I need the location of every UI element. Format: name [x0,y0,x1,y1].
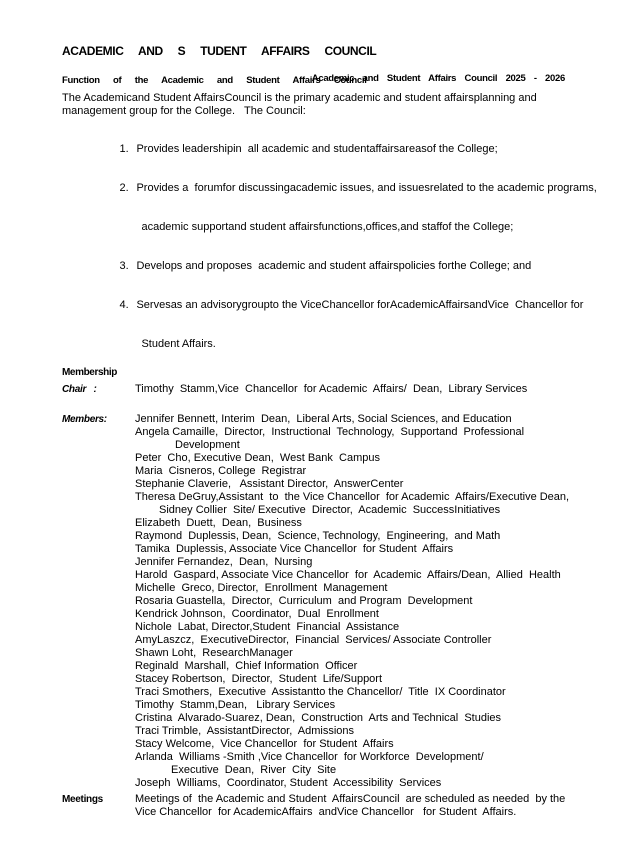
member-line: Timothy Stamm,Dean, Library Services [135,699,336,711]
duty-text: Student Affairs. [141,338,216,350]
duty-text: academic supportand student affairsfunctions,offices,and staffof the College; [141,221,514,233]
member-line: Traci Trimble, AssistantDirector, Admissions [135,725,355,737]
member-line: Kendrick Johnson, Coordinator, Dual Enrollment [135,608,379,620]
running-header: Academic and Student Affairs Council 2025 - 2026 [311,73,565,84]
meetings-label: Meetings [62,794,103,805]
members-list [135,413,618,790]
member-line: Arlanda Williams -Smith ,Vice Chancellor for Workforce Development/ [135,751,484,763]
members-label: Members: [62,414,107,425]
member-line: Sidney Collier Site/ Executive Director, Academic SuccessInitiatives [159,504,501,516]
meetings-text [135,793,618,819]
member-line: Jennifer Fernandez, Dean, Nursing [135,556,313,568]
member-line: Stephanie Claverie, Assistant Director, AnswerCenter [135,478,404,490]
document-title: ACADEMIC AND S TUDENT AFFAIRS COUNCIL [62,44,377,58]
member-line: Tamika Duplessis, Associate Vice Chancellor for Student Affairs [135,543,454,555]
member-line: Executive Dean, River City Site [171,764,337,776]
member-line: Angela Camaille, Director, Instructional Technology, Supportand Professional [135,426,525,438]
function-heading: Function of the Academic and Student Affairs Council [62,75,367,86]
member-line: Stacey Robertson, Director, Student Life/Support [135,673,383,685]
member-line: Raymond Duplessis, Dean, Science, Technology, Engineering, and Math [135,530,501,542]
member-line: Shawn Loht, ResearchManager [135,647,293,659]
member-line: Stacy Welcome, Vice Chancellor for Student Affairs [135,738,394,750]
duty-item [95,208,618,247]
intro-line: management group for the College. The Council: [62,105,306,117]
meetings-row [62,793,618,819]
document-page [0,45,618,845]
duty-number: 1. [119,143,129,155]
duty-item [95,130,618,169]
member-line: Cristina Alvarado-Suarez, Dean, Construction Arts and Technical Studies [135,712,502,724]
member-line: Elizabeth Duett, Dean, Business [135,517,302,529]
member-line: Reginald Marshall, Chief Information Officer [135,660,358,672]
members-row [62,413,618,790]
duty-number: 2. [119,182,129,194]
member-line: Nichole Labat, Director,Student Financial Assistance [135,621,400,633]
meetings-line: Vice Chancellor for AcademicAffairs andVice Chancellor for Student Affairs. [135,806,517,818]
member-line: Theresa DeGruy,Assistant to the Vice Chancellor for Academic Affairs/Executive Dean, [135,491,570,503]
duty-text: Develops and proposes academic and student affairspolicies forthe College; and [136,260,532,272]
duty-text: Servesas an advisorygroupto the ViceChancellor forAcademicAffairsandVice Chancellor for [136,299,584,311]
member-line: Rosaria Guastella, Director, Curriculum and Program Development [135,595,473,607]
duty-item [95,169,618,208]
duty-number: 3. [119,260,129,272]
duty-item [95,325,618,364]
membership-heading: Membership [62,367,117,378]
meetings-line: Meetings of the Academic and Student AffairsCouncil are scheduled as needed by the [135,793,566,805]
chair-row [62,383,618,396]
chair-label: Chair : [62,384,97,395]
intro-paragraph [62,92,618,118]
member-line: Development [175,439,240,451]
member-line: Harold Gaspard, Associate Vice Chancellor for Academic Affairs/Dean, Allied Health [135,569,561,581]
chair-value: Timothy Stamm,Vice Chancellor for Academic Affairs/ Dean, Library Services [135,383,528,395]
member-line: Peter Cho, Executive Dean, West Bank Campus [135,452,380,464]
member-line: Michelle Greco, Director, Enrollment Management [135,582,388,594]
duty-item [95,247,618,286]
member-line: AmyLaszcz, ExecutiveDirector, Financial Services/ Associate Controller [135,634,492,646]
duties-list [95,130,618,364]
duty-number: 4. [119,299,129,311]
duty-text: Provides leadershipin all academic and studentaffairsareasof the College; [136,143,498,155]
intro-line: The Academicand Student AffairsCouncil is the primary academic and student affairsplanning and [62,92,537,104]
member-line: Traci Smothers, Executive Assistantto the Chancellor/ Title IX Coordinator [135,686,506,698]
member-line: Joseph Williams, Coordinator, Student Accessibility Services [135,777,442,789]
duty-text: Provides a forumfor discussingacademic issues, and issuesrelated to the academic programs, [136,182,597,194]
member-line: Maria Cisneros, College Registrar [135,465,307,477]
member-line: Jennifer Bennett, Interim Dean, Liberal Arts, Social Sciences, and Education [135,413,512,425]
duty-item [95,286,618,325]
